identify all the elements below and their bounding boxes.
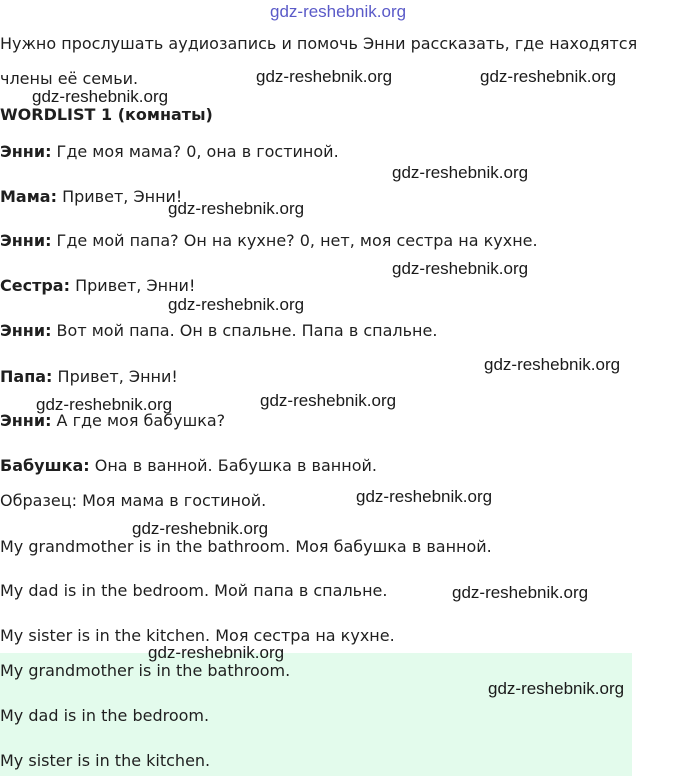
translation-line: My dad is in the bedroom. Мой папа в спальне. [0,581,388,600]
wordlist-heading: WORDLIST 1 (комнаты) [0,105,213,124]
watermark-top: gdz-reshebnik.org [270,2,407,21]
watermark: gdz-reshebnik.org [356,487,493,506]
dialogue-line: Сестра: Привет, Энни! [0,276,196,295]
dialogue-line: Бабушка: Она в ванной. Бабушка в ванной. [0,456,377,475]
watermark: gdz-reshebnik.org [32,87,169,106]
answer-line: My dad is in the bedroom. [0,706,210,725]
watermark: gdz-reshebnik.org [392,163,529,182]
dialogue-line: Энни: Где мой папа? Он на кухне? 0, нет, моя сестра на кухне. [0,231,538,250]
watermark: gdz-reshebnik.org [452,583,589,602]
watermark: gdz-reshebnik.org [480,67,617,86]
answer-line: My grandmother is in the bathroom. [0,661,291,680]
watermark: gdz-reshebnik.org [260,391,397,410]
watermark: gdz-reshebnik.org [148,643,285,662]
watermark: gdz-reshebnik.org [392,259,529,278]
watermark: gdz-reshebnik.org [132,519,269,538]
example-line: Образец: Моя мама в гостиной. [0,491,267,510]
watermark: gdz-reshebnik.org [168,199,305,218]
translation-line: My grandmother is in the bathroom. Моя бабушка в ванной. [0,537,492,556]
dialogue-line: Мама: Привет, Энни! [0,187,183,206]
answer-line: My sister is in the kitchen. [0,751,211,770]
task-line-1: Нужно прослушать аудиозапись и помочь Энни рассказать, где находятся [0,34,638,53]
watermark: gdz-reshebnik.org [484,355,621,374]
watermark: gdz-reshebnik.org [36,395,173,414]
translation-line: My sister is in the kitchen. Моя сестра на кухне. [0,626,395,645]
dialogue-line: Папа: Привет, Энни! [0,367,178,386]
watermark: gdz-reshebnik.org [488,679,625,698]
dialogue-line: Энни: Вот мой папа. Он в спальне. Папа в спальне. [0,321,438,340]
task-line-2: члены её семьи. [0,69,139,88]
dialogue-line: Энни: Где моя мама? 0, она в гостиной. [0,142,339,161]
watermark: gdz-reshebnik.org [256,67,393,86]
dialogue-line: Энни: А где моя бабушка? [0,411,226,430]
watermark: gdz-reshebnik.org [168,295,305,314]
